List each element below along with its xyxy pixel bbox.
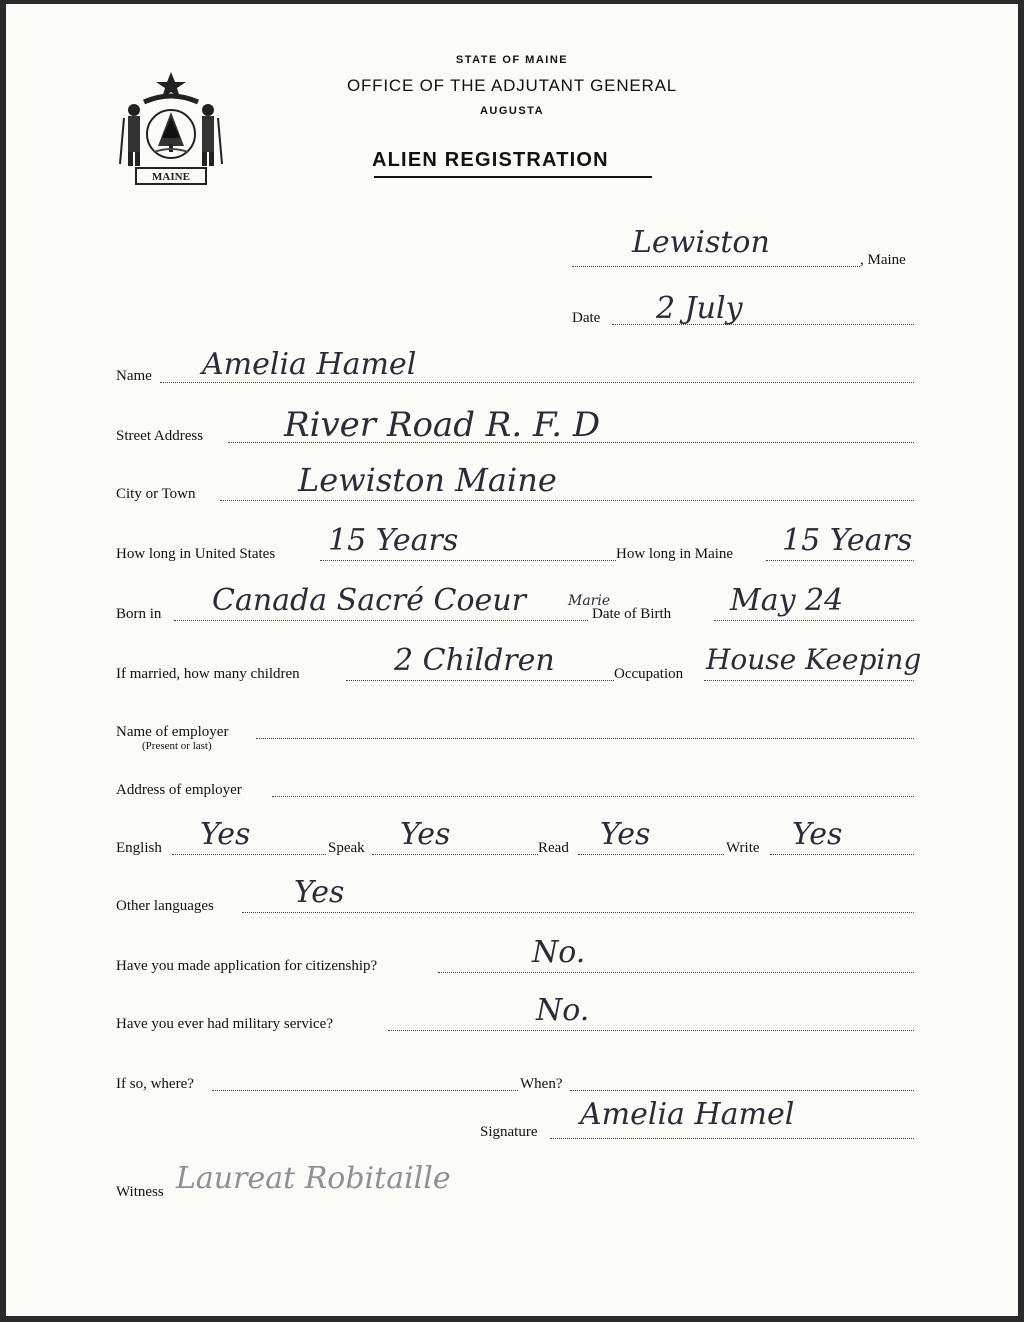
name-label: Name (116, 368, 152, 384)
employer-label: Name of employer (116, 724, 229, 740)
street-value: River Road R. F. D (284, 405, 601, 445)
employer-address-line (272, 796, 914, 797)
where-line (212, 1090, 518, 1091)
speak-value: Yes (400, 817, 451, 852)
read-value: Yes (600, 817, 651, 852)
street-label: Street Address (116, 428, 204, 444)
city-line (220, 500, 914, 501)
english-value: Yes (200, 817, 251, 852)
military-value: No. (536, 993, 590, 1028)
employer-line (256, 738, 914, 739)
witness-value: Laureat Robitaille (176, 1161, 451, 1196)
where-label: If so, where? (116, 1076, 194, 1092)
born-line (174, 620, 588, 621)
title-underline (374, 176, 652, 178)
name-value: Amelia Hamel (202, 347, 417, 382)
speak-label: Speak (328, 840, 365, 856)
occupation-value: House Keeping (706, 643, 922, 676)
us-duration-line (320, 560, 616, 561)
maine-duration-line (766, 560, 914, 561)
date-label: Date (572, 310, 601, 326)
header-state: STATE OF MAINE (455, 54, 569, 66)
city-value: Lewiston Maine (298, 461, 557, 499)
other-languages-line (242, 912, 914, 913)
maine-duration-value: 15 Years (782, 523, 913, 558)
english-line (172, 854, 326, 855)
occupation-label: Occupation (614, 666, 684, 682)
military-line (388, 1030, 914, 1031)
military-label: Have you ever had military service? (116, 1016, 333, 1032)
header-office: OFFICE OF THE ADJUTANT GENERAL (346, 76, 678, 95)
children-value: 2 Children (394, 643, 555, 678)
born-value: Canada Sacré Coeur (212, 583, 526, 618)
date-value: 2 July (656, 291, 743, 326)
write-label: Write (726, 840, 760, 856)
employer-sublabel: (Present or last) (142, 740, 212, 752)
children-line (346, 680, 614, 681)
english-label: English (116, 840, 162, 856)
maine-label: , Maine (860, 252, 906, 268)
born-label: Born in (116, 606, 162, 622)
speak-line (372, 854, 538, 855)
dob-label: Date of Birth (592, 606, 672, 622)
employer-address-label: Address of employer (116, 782, 242, 798)
dob-value: May 24 (730, 583, 844, 618)
town-line (572, 266, 860, 267)
us-duration-label: How long in United States (116, 546, 276, 562)
when-line (570, 1090, 914, 1091)
dob-line (714, 620, 914, 621)
other-languages-value: Yes (294, 875, 345, 910)
read-label: Read (538, 840, 569, 856)
form-title: ALIEN REGISTRATION (372, 149, 609, 171)
occupation-line (704, 680, 914, 681)
children-label: If married, how many children (116, 666, 300, 682)
us-duration-value: 15 Years (328, 523, 459, 558)
name-line (160, 382, 914, 383)
town-value: Lewiston (632, 225, 770, 260)
born-note: Marie (568, 593, 611, 609)
other-languages-label: Other languages (116, 898, 214, 914)
registration-form (6, 4, 1018, 1316)
city-label: City or Town (116, 486, 196, 502)
citizenship-line (438, 972, 914, 973)
write-value: Yes (792, 817, 843, 852)
signature-line (550, 1138, 914, 1139)
maine-duration-label: How long in Maine (616, 546, 734, 562)
signature-value: Amelia Hamel (580, 1097, 795, 1132)
when-label: When? (520, 1076, 563, 1092)
citizenship-label: Have you made application for citizenship? (116, 958, 378, 974)
witness-label: Witness (116, 1184, 164, 1200)
citizenship-value: No. (532, 935, 586, 970)
read-line (578, 854, 724, 855)
svg-text:MAINE: MAINE (152, 171, 190, 183)
header-city: AUGUSTA (479, 105, 545, 117)
signature-label: Signature (480, 1124, 538, 1140)
write-line (770, 854, 914, 855)
